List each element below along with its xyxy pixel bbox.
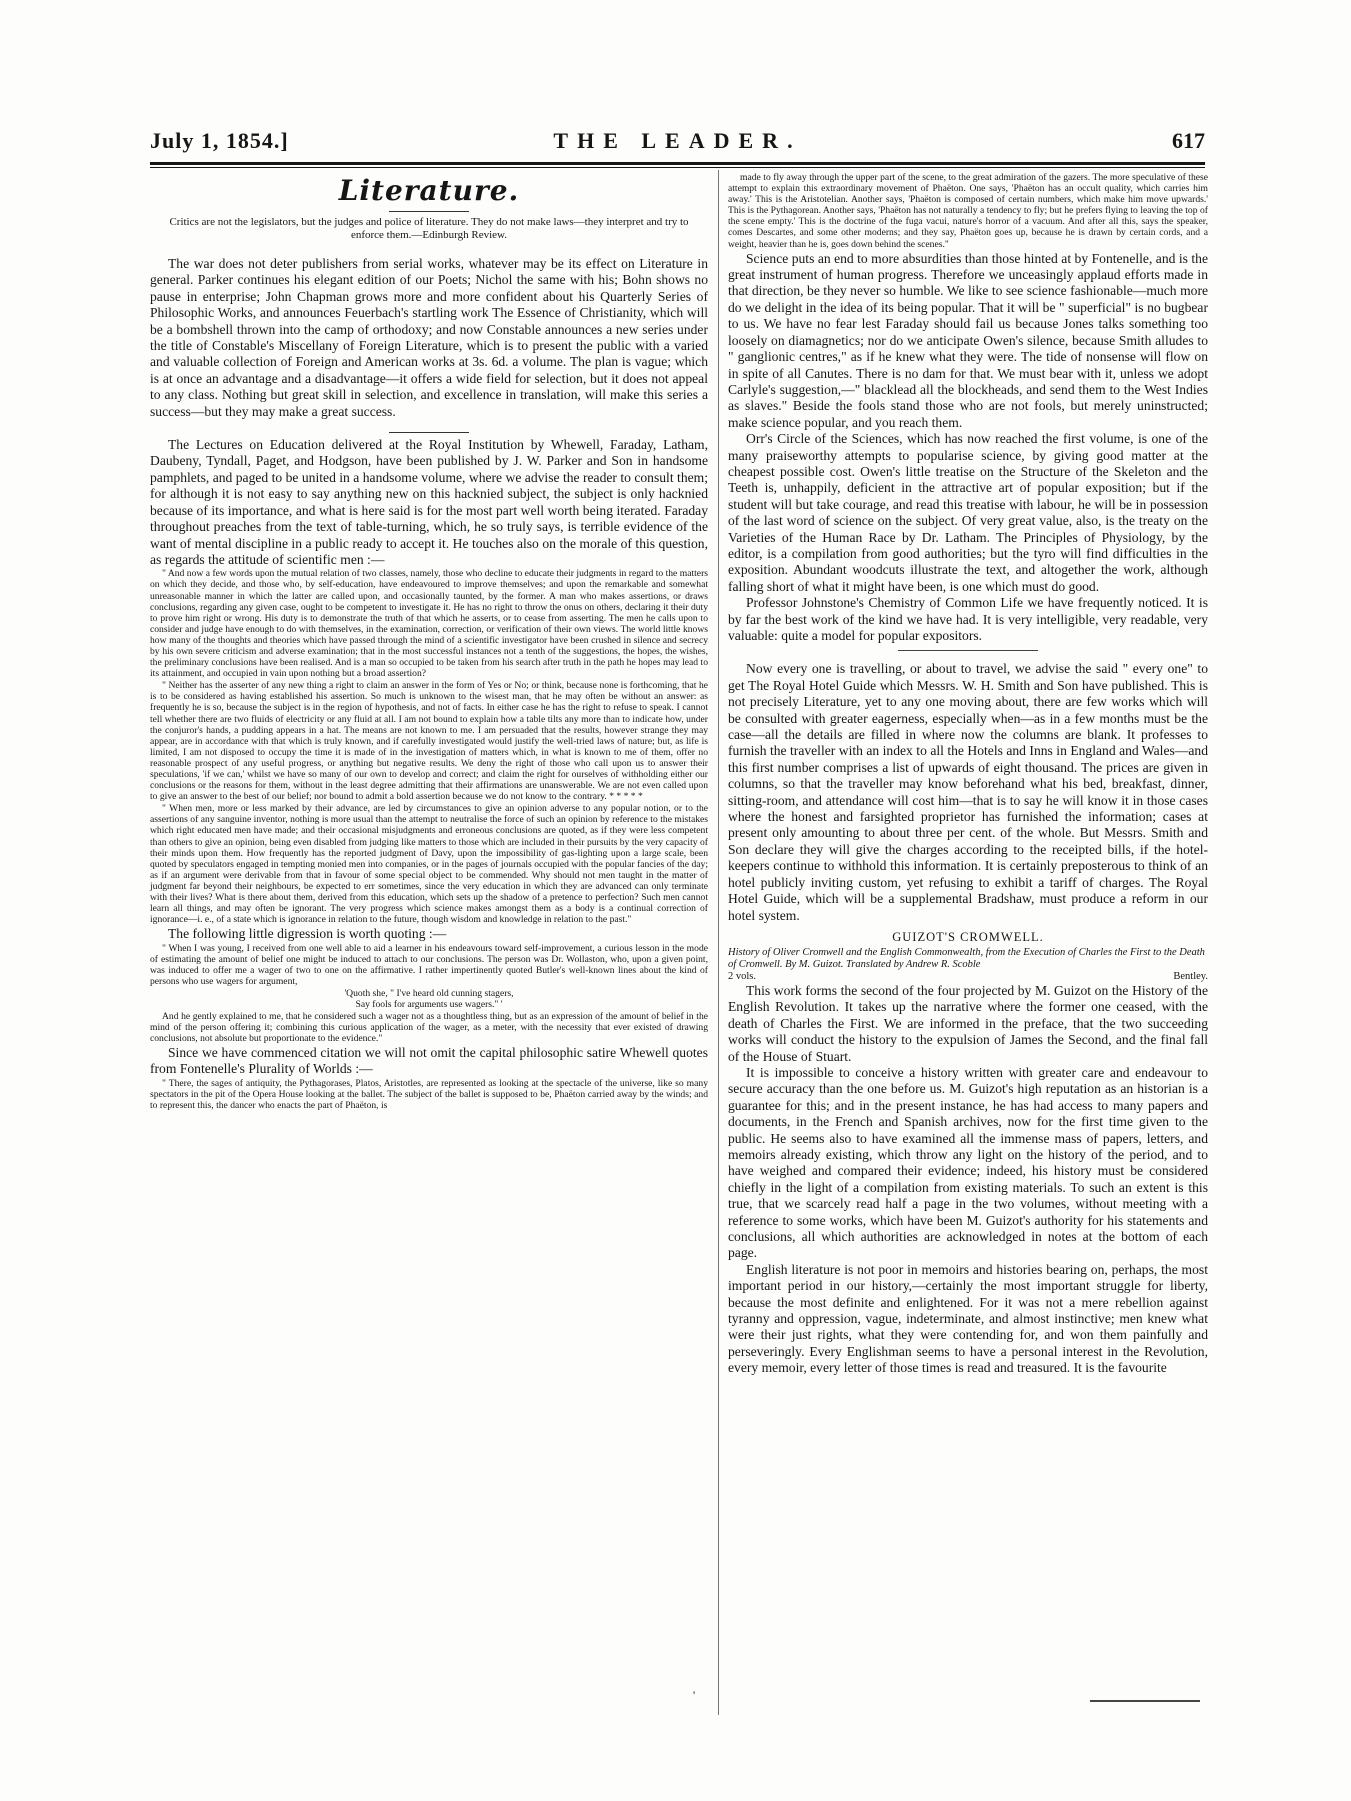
verse-line: 'Quoth she, " I've heard old cunning stagers, — [344, 988, 514, 1000]
left-column — [150, 172, 708, 1112]
header-rule-thin — [150, 167, 1205, 168]
review-heading: GUIZOT'S CROMWELL. — [892, 929, 1044, 944]
quotation: made to fly away through the upper part of the scene, to the great admiration of the gazers. The more speculative of these attempt to explain this extraordinary movement of Phaëton. One says, 'Phaëton has an occult quality, which carries him away.' This is the Aristotelian. Another says, 'Phaëton is composed of certain numbers, which make him move upwards.' This is the Pythagorean. Another says, 'Phaëton has not naturally a tendency to fly; but he prefers flying to leaving the top of the scene empty.' This is the doctrine of the fuga vacui, nature's horror of a vacuum. And after all this, says the speaker, comes Descartes, and some other moderns; and they say, Phaëton goes up, because he is drawn by certain cords, and a weight, heavier than he is, goes down behind the scenes." — [728, 172, 1208, 250]
quotation: " Neither has the asserter of any new thing a right to claim an answer in the form of Yes or No; or think, because none is forthcoming, that he is to be considered as having established his assertion. So much is unknown to the wisest man, that he may often be without an answer: as frequently he is so, because the subject is in the region of hypothesis, and not of facts. In either case he has the right to refuse to speak. I cannot tell whether there are two fluids of electricity or any fluid at all. I am not bound to explain how a table tilts any more than to indicate how, under the conjuror's hands, a pudding appears in a hat. The means are not known to me. I am persuaded that the results, however strange they may appear, are in accordance with that which is truly known, and if carefully investigated would justify the well-tried laws of nature; but, as life is limited, I am not disposed to occupy the time it is made of in the investigation of matters which, in what is known to me of them, offer no reasonable prospect of any useful progress, or anything but negative results. We deny the right of those who call upon us to answer their speculations, 'if we can,' whilst we have so many of our own to develop and correct; and claim the right for ourselves of withholding either our conclusions or the reasons for them, without in the least degree admitting that their affirmations are unanswerable. We are not even called upon to give an answer to the best of our belief; nor bound to admit a bold assertion because we do not know to the contrary. * * * * * — [150, 680, 708, 803]
right-column — [728, 172, 1208, 1377]
article-paragraph: Now every one is travelling, or about to travel, we advise the said " every one" to get The Royal Hotel Guide which Messrs. W. H. Smith and Son have published. This is not precisely Literature, yet to any one moving about, there are few works which will be consulted with greater eagerness, especially when—as in a few months must be the case—all the details are filled in where now the columns are blank. It professes to furnish the traveller with an index to all the Hotels and Inns in England and Wales—and this first number comprises a list of upwards of eight thousand. The prices are given in columns, so that the traveller may know beforehand what his bed, breakfast, dinner, sitting-room, and attendance will cost him—that is to say he will know it in those cases where the honest and farsighted proprietor has furnished the information; cases at present only amounting to about three per cent. of the whole. But Messrs. Smith and Son declare they will give the charges according to the receipted bills, if the hotel-keepers continue to withhold this information. It is certainly preposterous to think of an hotel publicly inviting custom, yet refusing to exhibit a tariff of charges. The Royal Hotel Guide, which will be a supplemental Bradshaw, must produce a reform in our hotel system. — [728, 661, 1208, 923]
article-paragraph: Since we have commenced citation we will not omit the capital philosophic satire Whewell quotes from Fontenelle's Plurality of Worlds :— — [150, 1044, 708, 1077]
article-paragraph: The Lectures on Education delivered at the Royal Institution by Whewell, Faraday, Latham, Daubeny, Tyndall, Paget, and Hodgson, have been published by J. W. Parker and Son in handsome pamphlets, and paged to be united in a handsome volume, where we advise the reader to consult them; for although it is not easy to say anything new on this hacknied subject, the subject is only hacknied because of its importance, and what is here said is for the most part well worth being iterated. Faraday throughout preaches from the text of table-turning, which, he so truly says, is terrible evidence of the want of mental discipline in a public ready to accept it. He touches also on the morale of this question, as regards the attitude of scientific men :— — [150, 437, 708, 567]
verse-line: Say fools for arguments use wagers." ' — [355, 999, 503, 1011]
quotation: And he gently explained to me, that he considered such a wager not as a thoughtless thing, but as an expression of the amount of belief in the mind of the person offering it; combining this curious application of the wager, as a meter, with the necessity that ever existed of drawing conclusions, not absolute but proportionate to the evidence." — [150, 1010, 708, 1044]
section-motto: Critics are not the legislators, but the judges and police of literature. They do not make laws—they interpret and try to enforce them.—Edinburgh Review. — [169, 216, 689, 241]
issue-date: July 1, 1854.] — [150, 128, 289, 153]
book-volumes: 2 vols. — [728, 970, 757, 982]
header-rule-thick — [150, 162, 1205, 165]
spacer — [150, 420, 708, 430]
quotation: " When I was young, I received from one well able to aid a learner in his endeavours toward self-improvement, a curious lesson in the mode of estimating the amount of belief one might be induced to attach to our conclusions. The person was Dr. Wollaston, who, upon a given point, was induced to offer me a wager of two to one on the affirmative. I rather impertinently quoted Butler's well-known lines about the kind of persons who use wagers for argument, — [150, 942, 708, 987]
book-publication — [728, 971, 1208, 983]
page-number: 617 — [1172, 128, 1205, 153]
quotation: " And now a few words upon the mutual relation of two classes, namely, those who decline to educate their judgments in regard to the matters on which they decide, and those who, by self-education, have endeavoured to improve themselves; and upon the remarkable and somewhat unreasonable manner in which the latter are called upon, and occasionally taunted, by the former. A man who makes assertions, or draws conclusions, regarding any given case, ought to be competent to investigate it. He has no right to throw the onus on others, declaring it their duty to prove him right or wrong. His duty is to demonstrate the truth of that which he asserts, or to cease from asserting. The men he calls upon to consider and judge have enough to do with themselves, in the examination, correction, or verification of their own views. The world little knows how many of the thoughts and theories which have passed through the mind of a scientific investigator have been crushed in silence and secrecy by his own severe criticism and adverse examination; that in the most successful instances not a tenth of the suggestions, the hopes, the wishes, the preliminary conclusions have been realised. And is a man so occupied to be taken from his search after truth in the path he hopes may lead to its attainment, and occupied in vain upon nothing but a broad assertion? — [150, 568, 708, 680]
article-paragraph: The war does not deter publishers from serial works, whatever may be its effect on Literature in general. Parker continues his elegant edition of our Poets; Nichol the same with his; Bohn shows no pause in enterprise; John Chapman grows more and more confident about his Quarterly Series of Philosophic Works, and announces Feuerbach's startling work The Essence of Christianity, which will be a bombshell thrown into the camp of orthodoxy; and now Constable announces a new series under the title of Constable's Miscellany of Foreign Literature, which is to present the public with a varied and valuable collection of Foreign and American works at 3s. 6d. a volume. The plan is vague; which is at once an advantage and a disadvantage—it offers a wide field for selection, but it does not appeal to any class. Nothing but great skill in selection, and excellence in translation, will make this series a success—but they may make a great success. — [150, 256, 708, 419]
footer-mark: ' — [693, 1688, 696, 1702]
article-paragraph: It is impossible to conceive a history written with greater care and endeavour to secure accuracy than the one before us. M. Guizot's high reputation as an historian is a guarantee for this; and in the present instance, he has had access to many papers and documents, in the French and Spanish archives, now for the first time given to the public. He seems also to have examined all the immense mass of papers, letters, and memoirs already existing, which throw any light on the history of the period, and to have weighed and compared their evidence; indeed, his history must be considered chiefly in the light of a compilation from existing materials. To such an extent is this true, that we scarcely read half a page in the two volumes, without meeting with a reference to some works, which have been M. Guizot's authority for his statements and conclusions, all which authorities are acknowledged in notes at the bottom of each page. — [728, 1064, 1208, 1261]
article-paragraph: The following little digression is worth quoting :— — [168, 926, 447, 942]
footer-rule — [1090, 1700, 1200, 1702]
heading-rule — [389, 211, 469, 212]
article-paragraph: Professor Johnstone's Chemistry of Common Life we have frequently noticed. It is by far the best work of the kind we have had. It is very intelligible, very readable, very valuable: quite a model for popular expositors. — [728, 595, 1208, 643]
column-divider — [718, 170, 719, 1715]
article-paragraph: English literature is not poor in memoirs and histories bearing on, perhaps, the most important period in our history,—certainly the most important struggle for liberty, because the most definite and enlightened. For it was not a mere rebellion against tyranny and oppression, vague, indeterminate, and almost instinctive; men knew what were their just rights, what they were contending for, and won them painfully and perseveringly. Every Englishman seems to have a personal interest in the Revolution, every memoir, every letter of those times is read and treasured. It is the favourite — [728, 1261, 1208, 1376]
page-header — [150, 128, 1205, 158]
article-paragraph: This work forms the second of the four projected by M. Guizot on the History of the English Revolution. It takes up the narrative where the former one ceased, with the death of Charles the First. We are informed in the preface, that the two succeeding works will conduct the history to the expulsion of James the Second, and the final fall of the House of Stuart. — [728, 982, 1208, 1064]
article-paragraph: Science puts an end to more absurdities than those hinted at by Fontenelle, and is the great instrument of human progress. Therefore we unceasingly applaud efforts made in that direction, be they never so humble. We like to see science fashionable—much more do we delight in the idea of its being popular. That it will be " superficial" is no bugbear to us. We have no fear lest Faraday should fail us because Jones talks something too loosely on diamagnetics; nor do we anticipate Owen's silence, because Smith alludes to " ganglionic centres," as if he knew what they were. The tide of nonsense will flow on in spite of all Canutes. There is no dam for that. We must bear with it, unless we adopt Carlyle's suggestion,—" blacklead all the blockheads, and send them to the West Indies as slaves." Beside the fools stand those who are not fools, but merely uninstructed; make science popular, and you reach them. — [728, 250, 1208, 430]
quotation: " When men, more or less marked by their advance, are led by circumstances to give an opinion adverse to any popular notion, or to the assertions of any sanguine inventor, nothing is more usual than the attempt to neutralise the force of such an opinion by reference to the mistakes which right educated men have made; and their occasional misjudgments and erroneous conclusions are quoted, as if they were less competent than others to give an opinion, being even disabled from judging like matters to those which are included in their pursuits by the very capacity of their minds upon them. How frequently has the reported judgment of Davy, upon the impossibility of gas-lighting upon a large scale, been quoted by speculators engaged in tempting monied men into companies, or in the pages of journals occupied with the popular fancies of the day; as if an argument were derivable from that in favour of some special object to be commended. Why should not men taught in the matter of judgment far beyond their neighbours, be expected to err sometimes, since the very education in which they are advanced can only terminate with their lives? What is there about them, derived from this education, which sets up the shadow of a pretence to perfection? Such men cannot learn all things, and may often be ignorant. The very progress which science makes amongst them as a body is a continual correction of ignorance—i. e., of a state which is ignorance in relation to the future, though wisdom and knowledge in relation to the past." — [150, 803, 708, 926]
book-publisher: Bentley. — [1173, 970, 1208, 982]
article-paragraph: Orr's Circle of the Sciences, which has now reached the first volume, is one of the many praiseworthy attempts to popularise science, by giving good matter at the cheapest possible cost. Owen's little treatise on the Structure of the Skeleton and the Teeth is, unhappily, deficient in the attractive art of popular exposition; but if the student will but take courage, and read this treatise with labour, he will be in possession of the last word of science on the subject. Of very great value, also, is the treaty on the Varieties of the Human Race by Dr. Latham. The Principles of Physiology, by the editor, is a compilation from good authorities; but the tyro will find difficulties in the exposition. Abundant woodcuts illustrate the text, and altogether the work, although falling short of what it might have been, is one which must do good. — [728, 431, 1208, 594]
section-heading: Literature. — [338, 174, 520, 207]
book-title: History of Oliver Cromwell and the English Commonwealth, from the Execution of Charles the First to the Death of Cromwell. By M. Guizot. Translated by Andrew R. Scoble — [728, 946, 1205, 970]
divider-rule — [389, 432, 469, 433]
masthead-title: THE LEADER. — [553, 128, 802, 153]
quotation: " There, the sages of antiquity, the Pythagorases, Platos, Aristotles, are represented as looking at the spectacle of the universe, like so many spectators in the pit of the Opera House looking at the ballet. The subject of the ballet is supposed to be, Phaëton carried away by the winds; and to represent this, the dancer who enacts the part of Phaëton, is — [150, 1077, 708, 1111]
divider-rule — [898, 650, 1038, 651]
